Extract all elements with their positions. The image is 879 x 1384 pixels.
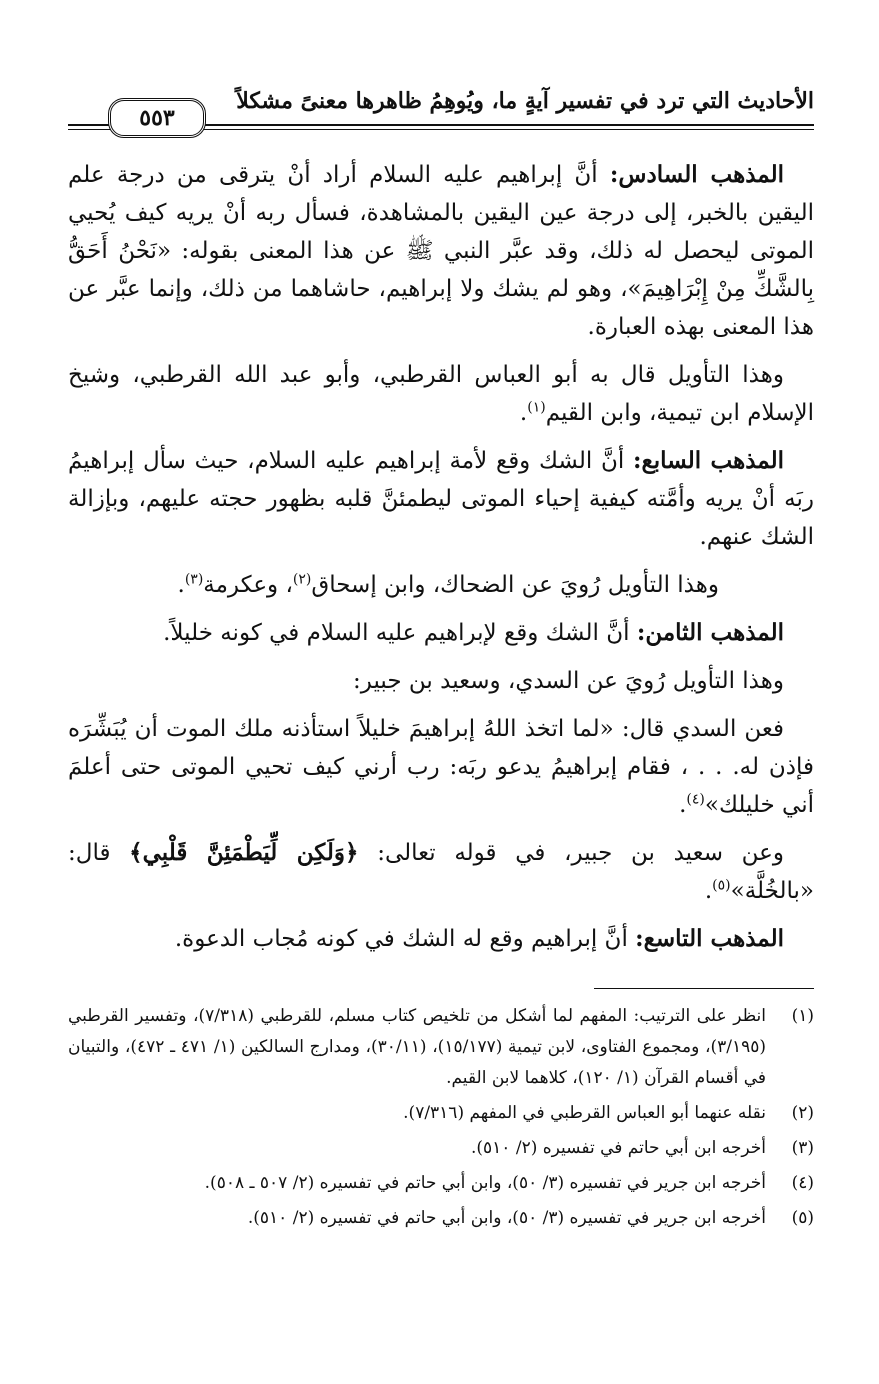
section-heading: المذهب السابع: [633, 447, 785, 474]
section-heading: المذهب الثامن: [636, 619, 784, 646]
book-page [68, 80, 814, 1238]
footnote-separator [594, 988, 814, 989]
footnote-number: (٢) [791, 1103, 814, 1123]
body-text [68, 156, 814, 958]
paragraph-text: وهذا التأويل رُويَ عن السدي، وسعيد بن جبير: [353, 668, 784, 694]
paragraph [68, 566, 814, 604]
footnote-number: (٣) [791, 1138, 814, 1158]
section-heading: المذهب السادس: [609, 161, 784, 188]
paragraph-text: وعن سعيد بن جبير، في قوله تعالى: [358, 840, 784, 866]
paragraph-text: أنَّ الشك وقع لإبراهيم عليه السلام في كونه خليلاً. [163, 620, 637, 646]
footnote-item [68, 1203, 814, 1234]
quran-verse: ﴿وَلَكِن لِّيَطْمَئِنَّ قَلْبِي﴾ [129, 839, 359, 866]
paragraph-text: وهذا التأويل قال به أبو العباس القرطبي، وأبو عبد الله القرطبي، وشيخ الإسلام ابن تيمية، وابن القيم [68, 362, 814, 426]
paragraph [68, 356, 814, 432]
page-header [68, 80, 814, 134]
paragraph-eighth-school [68, 614, 814, 652]
paragraph-text: ، وعكرمة [203, 572, 293, 598]
footnote-item [68, 1001, 814, 1094]
running-title: الأحاديث التي ترد في تفسير آيةٍ ما، ويُوهِمُ ظاهرها معنىً مشكلاً [236, 88, 814, 114]
footnote-item [68, 1098, 814, 1129]
punctuation: . [704, 878, 713, 904]
footnote-text: أخرجه ابن جرير في تفسيره (٣/ ٥٠)، وابن أبي حاتم في تفسيره (٢/ ٥١٠). [247, 1208, 766, 1228]
paragraph [68, 662, 814, 700]
footnote-text: انظر على الترتيب: المفهم لما أشكل من تلخيص كتاب مسلم، للقرطبي (٧/٣١٨)، وتفسير القرطبي (٣/١٩٥)، ومجموع الفتاوى، لابن تيمية (١٥/١٧٧)، (٣٠/١١)، ومدارج السالكين (١/ ٤٧١ ـ ٤٧٢)، والتبيان في أقسام القرآن (١/ ١٢٠)، كلاهما لابن القيم. [68, 1006, 766, 1088]
footnote-ref[interactable]: (٢) [292, 571, 312, 588]
footnote-number: (١) [791, 1006, 814, 1026]
page-number: ٥٥٣ [108, 98, 206, 138]
paragraph-text: أنَّ إبراهيم عليه السلام أراد أنْ يترقى من درجة علم اليقين بالخبر، إلى درجة عين اليقين بالمشاهدة، فسأل ربه أنْ يريه كيف يُحيي الموتى ليحصل له ذلك، وقد عبَّر النبي ﷺ عن هذا المعنى بقوله: «نَحْنُ أَحَقُّ بِالشَّكِّ مِنْ إِبْرَاهِيمَ»، وهو لم يشك ولا إبراهيم، حاشاهما من ذلك، وإنما عبَّر عن هذا المعنى بهذه العبارة. [68, 162, 814, 340]
paragraph-text: قال: «بالخُلَّة» [68, 840, 814, 904]
paragraph-quote-jubayr [68, 834, 814, 910]
section-heading: المذهب التاسع: [635, 925, 784, 952]
paragraph-quote-suddi [68, 710, 814, 824]
footnote-text: أخرجه ابن أبي حاتم في تفسيره (٢/ ٥١٠). [471, 1138, 766, 1158]
footnote-ref[interactable]: (١) [527, 399, 546, 416]
paragraph-text: أنَّ إبراهيم وقع له الشك في كونه مُجاب الدعوة. [174, 926, 636, 952]
footnote-number: (٤) [791, 1173, 814, 1193]
footnote-text: أخرجه ابن جرير في تفسيره (٣/ ٥٠)، وابن أبي حاتم في تفسيره (٢/ ٥٠٧ ـ ٥٠٨). [204, 1173, 766, 1193]
footnote-ref[interactable]: (٣) [184, 571, 204, 588]
paragraph-seventh-school [68, 442, 814, 556]
footnote-ref[interactable]: (٥) [712, 877, 731, 894]
paragraph-sixth-school [68, 156, 814, 346]
footnote-item [68, 1168, 814, 1199]
footnote-text: نقله عنهما أبو العباس القرطبي في المفهم (٧/٣١٦). [403, 1103, 766, 1123]
paragraph-ninth-school [68, 920, 814, 958]
footnote-ref[interactable]: (٤) [686, 791, 705, 808]
footnotes [68, 1001, 814, 1234]
punctuation: . [177, 572, 185, 598]
punctuation: . [679, 792, 687, 818]
punctuation: . [519, 400, 528, 426]
footnote-item [68, 1133, 814, 1164]
paragraph-text: فعن السدي قال: «لما اتخذ اللهُ إبراهيمَ خليلاً استأذنه ملك الموت أن يُبَشِّرَه فإذن له. . . ، فقام إبراهيمُ يدعو ربَه: رب أرني كيف تحيي الموتى حتى أعلمَ أني خليلك» [68, 716, 814, 818]
paragraph-text: وهذا التأويل رُويَ عن الضحاك، وابن إسحاق [311, 572, 719, 598]
paragraph-text: أنَّ الشك وقع لأمة إبراهيم عليه السلام، حيث سأل إبراهيمُ ربَه أنْ يريه وأمَّته كيفية إحياء الموتى ليطمئنَّ قلبه بظهور حجته عليهم، وبإزالة الشك عنهم. [68, 448, 814, 550]
footnote-number: (٥) [791, 1208, 814, 1228]
